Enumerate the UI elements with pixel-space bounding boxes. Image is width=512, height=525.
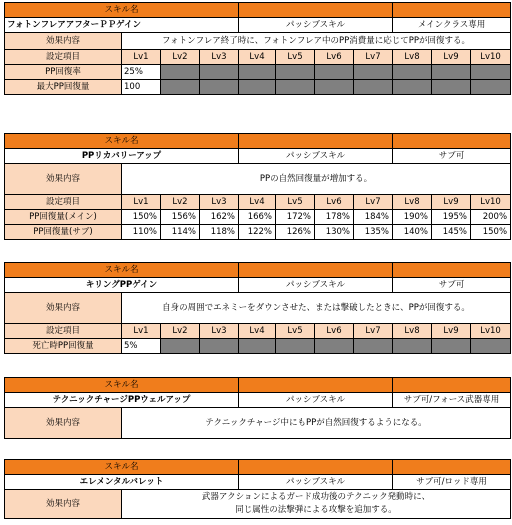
empty-cell	[354, 80, 393, 95]
level-header: Lv7	[354, 195, 393, 210]
empty-cell	[239, 65, 276, 80]
empty-cell	[239, 80, 276, 95]
skill-header-spacer	[393, 378, 511, 393]
level-header: Lv5	[276, 324, 315, 339]
empty-cell	[471, 80, 511, 95]
skill-table-elemental-bullet	[4, 459, 511, 519]
level-header: Lv8	[393, 324, 432, 339]
level-header: Lv5	[276, 195, 315, 210]
settings-label: 設定項目	[5, 50, 122, 65]
level-value: 150%	[471, 225, 511, 240]
skill-header-spacer	[393, 3, 511, 18]
skill-name-header: スキル名	[5, 263, 239, 278]
level-value: 190%	[393, 210, 432, 225]
skill-type: パッシブスキル	[239, 18, 393, 33]
level-header: Lv3	[200, 50, 239, 65]
level-header: Lv7	[354, 50, 393, 65]
empty-cell	[471, 65, 511, 80]
level-value: 150%	[122, 210, 161, 225]
row-label: PP回復量(メイン)	[5, 210, 122, 225]
level-header: Lv3	[200, 324, 239, 339]
level-header: Lv8	[393, 50, 432, 65]
effect-label: 効果内容	[5, 490, 122, 519]
skill-class-restriction: サブ可	[393, 278, 511, 293]
level-value: 5%	[122, 339, 161, 354]
skill-type: パッシブスキル	[239, 475, 393, 490]
empty-cell	[471, 339, 511, 354]
level-value: 140%	[393, 225, 432, 240]
empty-cell	[161, 80, 200, 95]
level-value: 178%	[315, 210, 354, 225]
empty-cell	[200, 65, 239, 80]
level-header: Lv9	[432, 324, 471, 339]
level-header: Lv2	[161, 50, 200, 65]
effect-text	[122, 490, 511, 519]
level-value: 200%	[471, 210, 511, 225]
effect-label: 効果内容	[5, 293, 122, 324]
skill-header-spacer	[393, 460, 511, 475]
level-header: Lv6	[315, 324, 354, 339]
level-value: 126%	[276, 225, 315, 240]
skill-name: エレメンタルバレット	[5, 475, 239, 490]
skill-name-header: スキル名	[5, 3, 239, 18]
skill-class-restriction: サブ可/フォース武器専用	[393, 393, 511, 408]
effect-text-line: 同じ属性の法撃弾による攻撃を追加する。	[235, 505, 397, 515]
skill-table-killing-pp-gain	[4, 262, 511, 354]
empty-cell	[200, 339, 239, 354]
empty-cell	[239, 339, 276, 354]
level-header: Lv1	[122, 324, 161, 339]
empty-cell	[432, 65, 471, 80]
level-value: 195%	[432, 210, 471, 225]
skill-class-restriction: サブ可	[393, 149, 511, 164]
empty-cell	[393, 65, 432, 80]
level-header: Lv7	[354, 324, 393, 339]
skill-name: テクニックチャージPPウェルアップ	[5, 393, 239, 408]
level-header: Lv10	[471, 50, 511, 65]
level-value: 130%	[315, 225, 354, 240]
level-header: Lv3	[200, 195, 239, 210]
skill-header-spacer	[393, 134, 511, 149]
empty-cell	[354, 65, 393, 80]
empty-cell	[161, 339, 200, 354]
level-header: Lv9	[432, 195, 471, 210]
level-header: Lv1	[122, 195, 161, 210]
skill-header-spacer	[239, 378, 393, 393]
skill-name-header: スキル名	[5, 378, 239, 393]
level-header: Lv9	[432, 50, 471, 65]
empty-cell	[354, 339, 393, 354]
level-header: Lv4	[239, 324, 276, 339]
level-value: 166%	[239, 210, 276, 225]
row-label: 最大PP回復量	[5, 80, 122, 95]
effect-text: 自身の周囲でエネミーをダウンさせた、または撃破したときに、PPが回復する。	[122, 293, 511, 324]
empty-cell	[276, 65, 315, 80]
empty-cell	[393, 339, 432, 354]
skill-name-header: スキル名	[5, 134, 239, 149]
empty-cell	[393, 80, 432, 95]
empty-cell	[276, 339, 315, 354]
effect-text-line: 武器アクションによるガード成功後のテクニック発動時に、	[201, 492, 431, 502]
skill-name: PPリカバリーアップ	[5, 149, 239, 164]
skill-header-spacer	[239, 3, 393, 18]
row-label: PP回復率	[5, 65, 122, 80]
empty-cell	[432, 339, 471, 354]
level-value: 122%	[239, 225, 276, 240]
level-value: 118%	[200, 225, 239, 240]
effect-text: テクニックチャージ中にもPPが自然回復するようになる。	[122, 408, 511, 439]
effect-label: 効果内容	[5, 408, 122, 439]
empty-cell	[276, 80, 315, 95]
skill-name: キリングPPゲイン	[5, 278, 239, 293]
level-value: 145%	[432, 225, 471, 240]
level-header: Lv8	[393, 195, 432, 210]
level-value: 135%	[354, 225, 393, 240]
skill-header-spacer	[239, 460, 393, 475]
empty-cell	[315, 65, 354, 80]
skill-type: パッシブスキル	[239, 278, 393, 293]
level-value: 100	[122, 80, 161, 95]
level-value: 172%	[276, 210, 315, 225]
level-value: 25%	[122, 65, 161, 80]
level-value: 162%	[200, 210, 239, 225]
level-header: Lv2	[161, 195, 200, 210]
skill-name: フォトンフレアアフターＰＰゲイン	[5, 18, 239, 33]
level-value: 156%	[161, 210, 200, 225]
empty-cell	[161, 65, 200, 80]
effect-text: フォトンフレア終了時に、フォトンフレア中のPP消費量に応じてPPが回復する。	[122, 33, 511, 50]
level-header: Lv4	[239, 50, 276, 65]
effect-label: 効果内容	[5, 164, 122, 195]
effect-text: PPの自然回復量が増加する。	[122, 164, 511, 195]
level-header: Lv6	[315, 195, 354, 210]
skill-table-pp-recovery-up	[4, 133, 511, 240]
level-header: Lv5	[276, 50, 315, 65]
empty-cell	[200, 80, 239, 95]
skill-header-spacer	[393, 263, 511, 278]
settings-label: 設定項目	[5, 324, 122, 339]
skill-table-photon-flare-after-pp-gain	[4, 2, 511, 95]
level-value: 110%	[122, 225, 161, 240]
level-header: Lv10	[471, 324, 511, 339]
empty-cell	[432, 80, 471, 95]
level-value: 114%	[161, 225, 200, 240]
settings-label: 設定項目	[5, 195, 122, 210]
level-value: 184%	[354, 210, 393, 225]
level-header: Lv2	[161, 324, 200, 339]
row-label: PP回復量(サブ)	[5, 225, 122, 240]
skill-header-spacer	[239, 134, 393, 149]
skill-header-spacer	[239, 263, 393, 278]
skill-type: パッシブスキル	[239, 149, 393, 164]
level-header: Lv10	[471, 195, 511, 210]
level-header: Lv1	[122, 50, 161, 65]
row-label: 死亡時PP回復量	[5, 339, 122, 354]
level-header: Lv4	[239, 195, 276, 210]
skill-class-restriction: サブ可/ロッド専用	[393, 475, 511, 490]
skill-table-technic-charge-pp-well-up	[4, 377, 511, 439]
effect-label: 効果内容	[5, 33, 122, 50]
skill-type: パッシブスキル	[239, 393, 393, 408]
skill-class-restriction: メインクラス専用	[393, 18, 511, 33]
level-header: Lv6	[315, 50, 354, 65]
empty-cell	[315, 339, 354, 354]
skill-name-header: スキル名	[5, 460, 239, 475]
empty-cell	[315, 80, 354, 95]
